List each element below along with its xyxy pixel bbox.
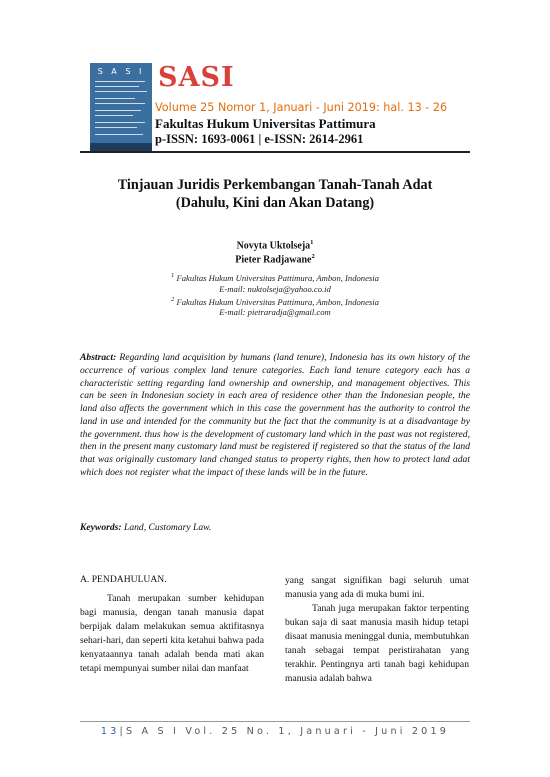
header-divider <box>80 151 470 153</box>
page-footer: 13|S A S I Vol. 25 No. 1, Januari - Juni 2019 <box>100 726 450 737</box>
author-name: Novyta Uktolseja <box>236 240 311 252</box>
footer-divider <box>80 721 470 722</box>
author-2: Pieter Radjawane$^2$ <box>235 253 315 266</box>
volume-line: Volume 25 Nomor 1, Januari - Juni 2019: hal. 13 - 26 <box>155 101 448 114</box>
title-line-2: (Dahulu, Kini dan Akan Datang) <box>175 195 375 211</box>
author-1: Novyta Uktolseja$^1$ <box>236 239 314 252</box>
keywords-label: Keywords: <box>80 522 122 533</box>
body-column-right <box>285 574 469 686</box>
affiliation-1-email: E-mail: nuktolseja@yahoo.co.id <box>219 284 331 294</box>
abstract-label: Abstract: <box>80 352 117 363</box>
faculty-name: Fakultas Hukum Universitas Pattimura <box>155 116 376 131</box>
keywords-text: Land, Customary Law. <box>123 522 212 533</box>
abstract-text: Regarding land acquisition by humans (land tenure), Indonesia has its own history of the occurrence of various complex land tenure categories. Each land tenure category each has a characteristic setting regarding land ownership and ownership, and management objectives. This can be seen in Indonesian society in each area of residence other than the Indonesian people, the land also affects the government which in this case the government has the authority to control the land in use and intended for the community but the fact that the community is at a disadvantage by the government. thus how is the development of customary land which in the past was not registered, then in the present many customary land must be registered if registered so that the status of the land that was originally customary land changed status to property rights, then how to protect land adat which does not register what the impact of these lands will be in the future. <box>80 352 470 478</box>
paragraph: Tanah juga merupakan faktor terpenting bukan saja di saat manusia masih hidup tetapi disaat manusia meninggal dunia, membutuhkan tanah sebagai tempat peristirahatan yang terakhir. Pentingnya arti tanah bagi kehidupan manusia adalah bahwa <box>285 603 469 684</box>
paper-title <box>80 176 470 212</box>
cover-title: S A S I <box>97 67 145 76</box>
author-name: Pieter Radjawane <box>235 254 312 266</box>
page-number: 13 <box>100 726 120 737</box>
keywords <box>80 522 470 533</box>
body-column-left <box>80 592 264 676</box>
footer-journal: S A S I Vol. 25 No. 1, Januari - Juni 2019 <box>125 726 450 737</box>
paragraph: Tanah merupakan sumber kehidupan bagi manusia, dengan tanah manusia dapat berpijak dalam melakukan semua aktifitasnya sehari-hari, dan seperti kita ketahui bahwa pada kenyataannya tanah adalah benda mati akan tetapi mempunyai sumber nilai dan manfaat <box>80 593 264 674</box>
abstract <box>80 352 470 480</box>
issn-line: p-ISSN: 1693-0061 | e-ISSN: 2614-2961 <box>155 132 364 146</box>
affiliation-1: $^1$ Fakultas Hukum Universitas Pattimura, Ambon, Indonesia <box>171 272 379 283</box>
paragraph: yang sangat signifikan bagi seluruh umat manusia yang ada di muka bumi ini. <box>285 575 469 600</box>
title-line-1: Tinjauan Juridis Perkembangan Tanah-Tanah Adat <box>117 177 433 193</box>
journal-cover-thumbnail <box>90 63 152 151</box>
affiliation-2-email: E-mail: pietraradja@gmail.com <box>219 307 331 317</box>
affiliation-2: $^2$ Fakultas Hukum Universitas Pattimura, Ambon, Indonesia <box>171 296 379 307</box>
journal-logo: SASI <box>158 62 235 93</box>
section-heading: A. PENDAHULUAN. <box>80 574 167 585</box>
